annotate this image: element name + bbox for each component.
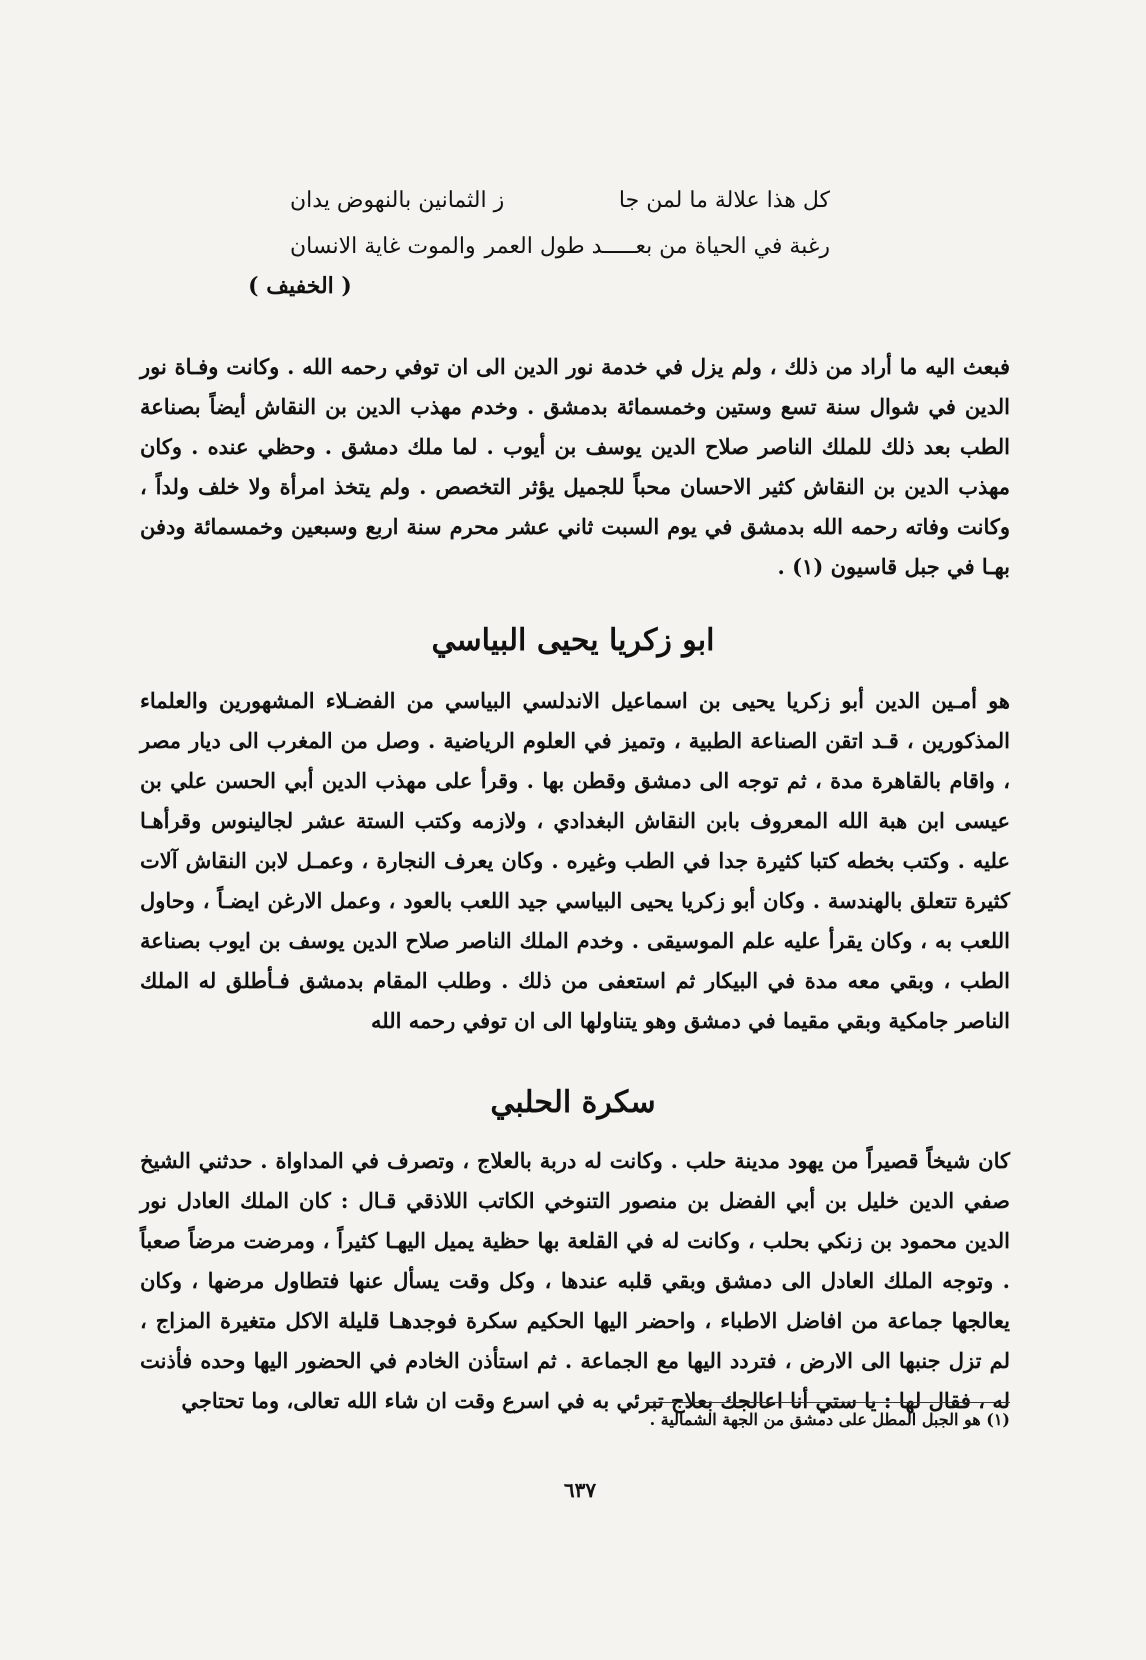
footnote: (١) هو الجبل المطل على دمشق من الجهة الشمالية . — [649, 1410, 1010, 1429]
footnote-divider — [645, 1402, 1010, 1403]
page-number: ٦٣٧ — [563, 1478, 597, 1502]
verse-1-first-hemistich: كل هذا علالة ما لمن جا — [618, 188, 830, 213]
poem-verse-2 — [290, 224, 830, 270]
section-heading-sukkara: سكرة الحلبي — [490, 1084, 656, 1120]
paragraph-nur-al-din: فبعث اليه ما أراد من ذلك ، ولم يزل في خدمة نور الدين الى ان توفي رحمه الله . وكانت وفـاة نور الدين في شوال سنة تسع وستين وخمسمائة بدمشق . وخدم مهذب الدين بن النقاش أيضاً بصناعة الطب بعد ذلك للملك الناصر صلاح الدين يوسف بن أيوب . لما ملك دمشق . وحظي عنده . وكان مهذب الدين بن النقاش كثير الاحسان محباً للجميل يؤثر التخصص . ولم يتخذ امرأة ولا خلف ولداً ، وكانت وفاته رحمه الله بدمشق في يوم السبت ثاني عشر محرم سنة اربع وسبعين وخمسمائة ودفن بهـا في جبل قاسيون (١) . — [140, 354, 1010, 579]
verse-2-second-hemistich: والموت غاية الانسان — [290, 234, 476, 259]
poem — [290, 178, 830, 270]
paragraph-sukkara: كان شيخاً قصيراً من يهود مدينة حلب . وكانت له دربة بالعلاج ، وتصرف في المداواة . حدثني الشيخ صفي الدين خليل بن أبي الفضل بن منصور التنوخي الكاتب اللاذقي قـال : كان الملك العادل نور الدين محمود بن زنكي بحلب ، وكانت له في القلعة بها حظية يميل اليهـا كثيراً ، ومرضت مرضاً صعباً . وتوجه الملك العادل الى دمشق وبقي قلبه عندها ، وكل وقت يسأل عنها فتطاول مرضها ، وكان يعالجها جماعة من افاضل الاطباء ، واحضر اليها الحكيم سكرة فوجدهـا قليلة الاكل متغيرة المزاج ، لم تزل جنبها الى الارض ، فتردد اليها مع الجماعة . ثم استأذن الخادم في الحضور اليها وحده فأذنت له ، فقال لها : يا ستي أنا اعالجك بعلاج تبرئي به في اسرع وقت ان شاء الله تعالى، وما تحتاجي — [140, 1148, 1010, 1413]
verse-2-first-hemistich: رغبة في الحياة من بعـــــد طول العمر — [484, 234, 830, 259]
paragraph-al-bayasi: هو أمـين الدين أبو زكريا يحيى بن اسماعيل الاندلسي البياسي من الفضـلاء المشهورين والعلماء المذكورين ، قـد اتقن الصناعة الطبية ، وتميز في العلوم الرياضية . وصل من المغرب الى ديار مصر ، واقام بالقاهرة مدة ، ثم توجه الى دمشق وقطن بها . وقرأ على مهذب الدين أبي الحسن علي بن عيسى ابن هبة الله المعروف بابن النقاش البغدادي ، ولازمه وكتب الستة عشر لجالينوس وقرأهـا عليه . وكتب بخطه كتبا كثيرة جدا في الطب وغيره . وكان يعرف النجارة ، وعمـل لابن النقاش آلات كثيرة تتعلق بالهندسة . وكان أبو زكريا يحيى البياسي جيد اللعب بالعود ، وعمل الارغن ايضـاً ، وحاول اللعب به ، وكان يقرأ عليه علم الموسيقى . وخدم الملك الناصر صلاح الدين يوسف بن ايوب بصناعة الطب ، وبقي معه مدة في البيكار ثم استعفى من ذلك . وطلب المقام بدمشق فـأطلق له الملك الناصر جامكية وبقي مقيما في دمشق وهو يتناولها الى ان توفي رحمه الله — [140, 688, 1010, 1033]
section-heading-al-bayasi: ابو زكريا يحيى البياسي — [431, 622, 715, 658]
poem-meter: ( الخفيف ) — [248, 273, 352, 299]
poem-verse-1 — [290, 178, 830, 224]
verse-1-second-hemistich: ز الثمانين بالنهوض يدان — [290, 188, 505, 213]
